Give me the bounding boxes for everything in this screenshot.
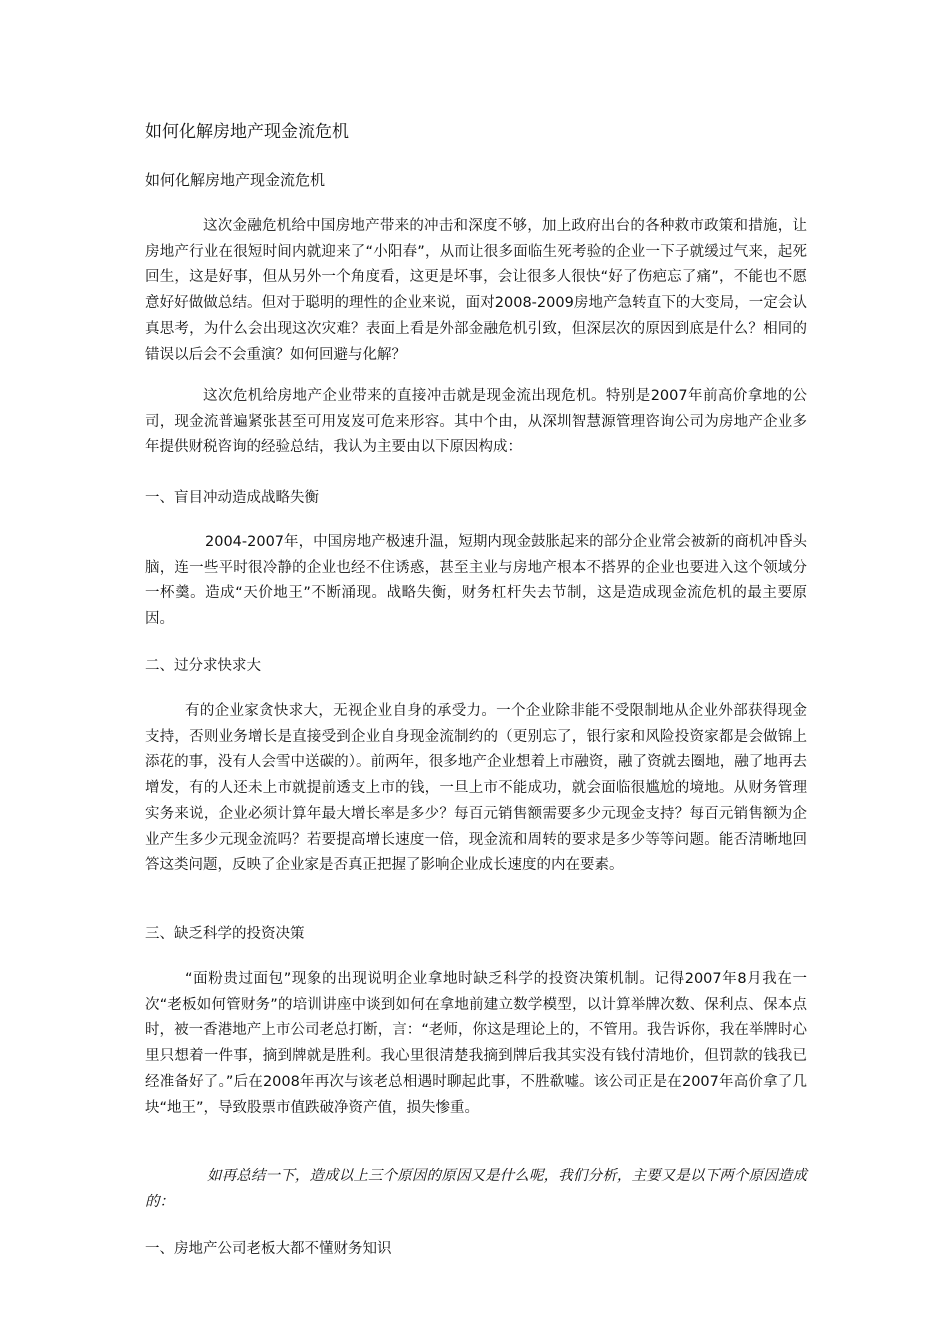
paragraph-impact: 这次危机给房地产企业带来的直接冲击就是现金流出现危机。特别是2007年前高价拿地的公司，现金流普遍紧张甚至可用岌岌可危来形容。其中个由，从深圳智慧源管理咨询公司为房地产企业多年提供财税咨询的经验总结，我认为主要由以下原因构成： bbox=[145, 388, 807, 456]
section-heading-1: 一、盲目冲动造成战略失衡 bbox=[145, 490, 319, 506]
section-heading-4: 一、房地产公司老板大都不懂财务知识 bbox=[145, 1241, 392, 1257]
paragraph-reason-3: “面粉贵过面包”现象的出现说明企业拿地时缺乏科学的投资决策机制。记得2007年8月我在一次“老板如何管财务”的培训讲座中谈到如何在拿地前建立数学模型，以计算举牌次数、保利点、保本点时，被一香港地产上市公司老总打断，言：“老师，你这是理论上的，不管用。我告诉你，我在举牌时心里只想着一件事，摘到牌就是胜利。我心里很清楚我摘到牌后我其实没有钱付清地价，但罚款的钱我已经准备好了。”后在2008年再次与该老总相遇时聊起此事，不胜欷嘘。该公司正是在2007年高价拿了几块“地王”，导致股票市值跌破净资产值，损失惨重。 bbox=[145, 971, 807, 1116]
paragraph-intro: 这次金融危机给中国房地产带来的冲击和深度不够，加上政府出台的各种救市政策和措施，让房地产行业在很短时间内就迎来了“小阳春”，从而让很多面临生死考验的企业一下子就缓过气来，起死回生，这是好事，但从另外一个角度看，这更是坏事，会让很多人很快“好了伤疤忘了痛”，不能也不愿意好好做做总结。但对于聪明的理性的企业来说，面对2008-2009房地产急转直下的大变局，一定会认真思考，为什么会出现这次灾难？表面上看是外部金融危机引致，但深层次的原因到底是什么？相同的错误以后会不会重演？如何回避与化解？ bbox=[145, 218, 807, 363]
section-heading-2: 二、过分求快求大 bbox=[145, 658, 261, 674]
document-subtitle: 如何化解房地产现金流危机 bbox=[145, 171, 326, 189]
document-title: 如何化解房地产现金流危机 bbox=[145, 122, 349, 142]
paragraph-summary: 如再总结一下，造成以上三个原因的原因又是什么呢，我们分析，主要又是以下两个原因造成的： bbox=[145, 1168, 807, 1210]
paragraph-reason-2: 有的企业家贪快求大，无视企业自身的承受力。一个企业除非能不受限制地从企业外部获得现金支持，否则业务增长是直接受到企业自身现金流制约的（更别忘了，银行家和风险投资家都是会做锦上添花的事，没有人会雪中送碳的）。前两年，很多地产企业想着上市融资，融了资就去圈地，融了地再去增发，有的人还未上市就提前透支上市的钱，一旦上市不能成功，就会面临很尴尬的境地。从财务管理实务来说，企业必须计算年最大增长率是多少？每百元销售额需要多少元现金支持？每百元销售额为企业产生多少元现金流吗？若要提高增长速度一倍，现金流和周转的要求是多少等等问题。能否清晰地回答这类问题，反映了企业家是否真正把握了影响企业成长速度的内在要素。 bbox=[145, 703, 807, 874]
paragraph-reason-1: 2004-2007年，中国房地产极速升温，短期内现金鼓胀起来的部分企业常会被新的商机冲昏头脑，连一些平时很冷静的企业也经不住诱惑，甚至主业与房地产根本不搭界的企业也要进入这个领域分一杯羹。造成“天价地王”不断涌现。战略失衡，财务杠杆失去节制，这是造成现金流危机的最主要原因。 bbox=[145, 534, 807, 628]
section-heading-3: 三、缺乏科学的投资决策 bbox=[145, 926, 305, 942]
